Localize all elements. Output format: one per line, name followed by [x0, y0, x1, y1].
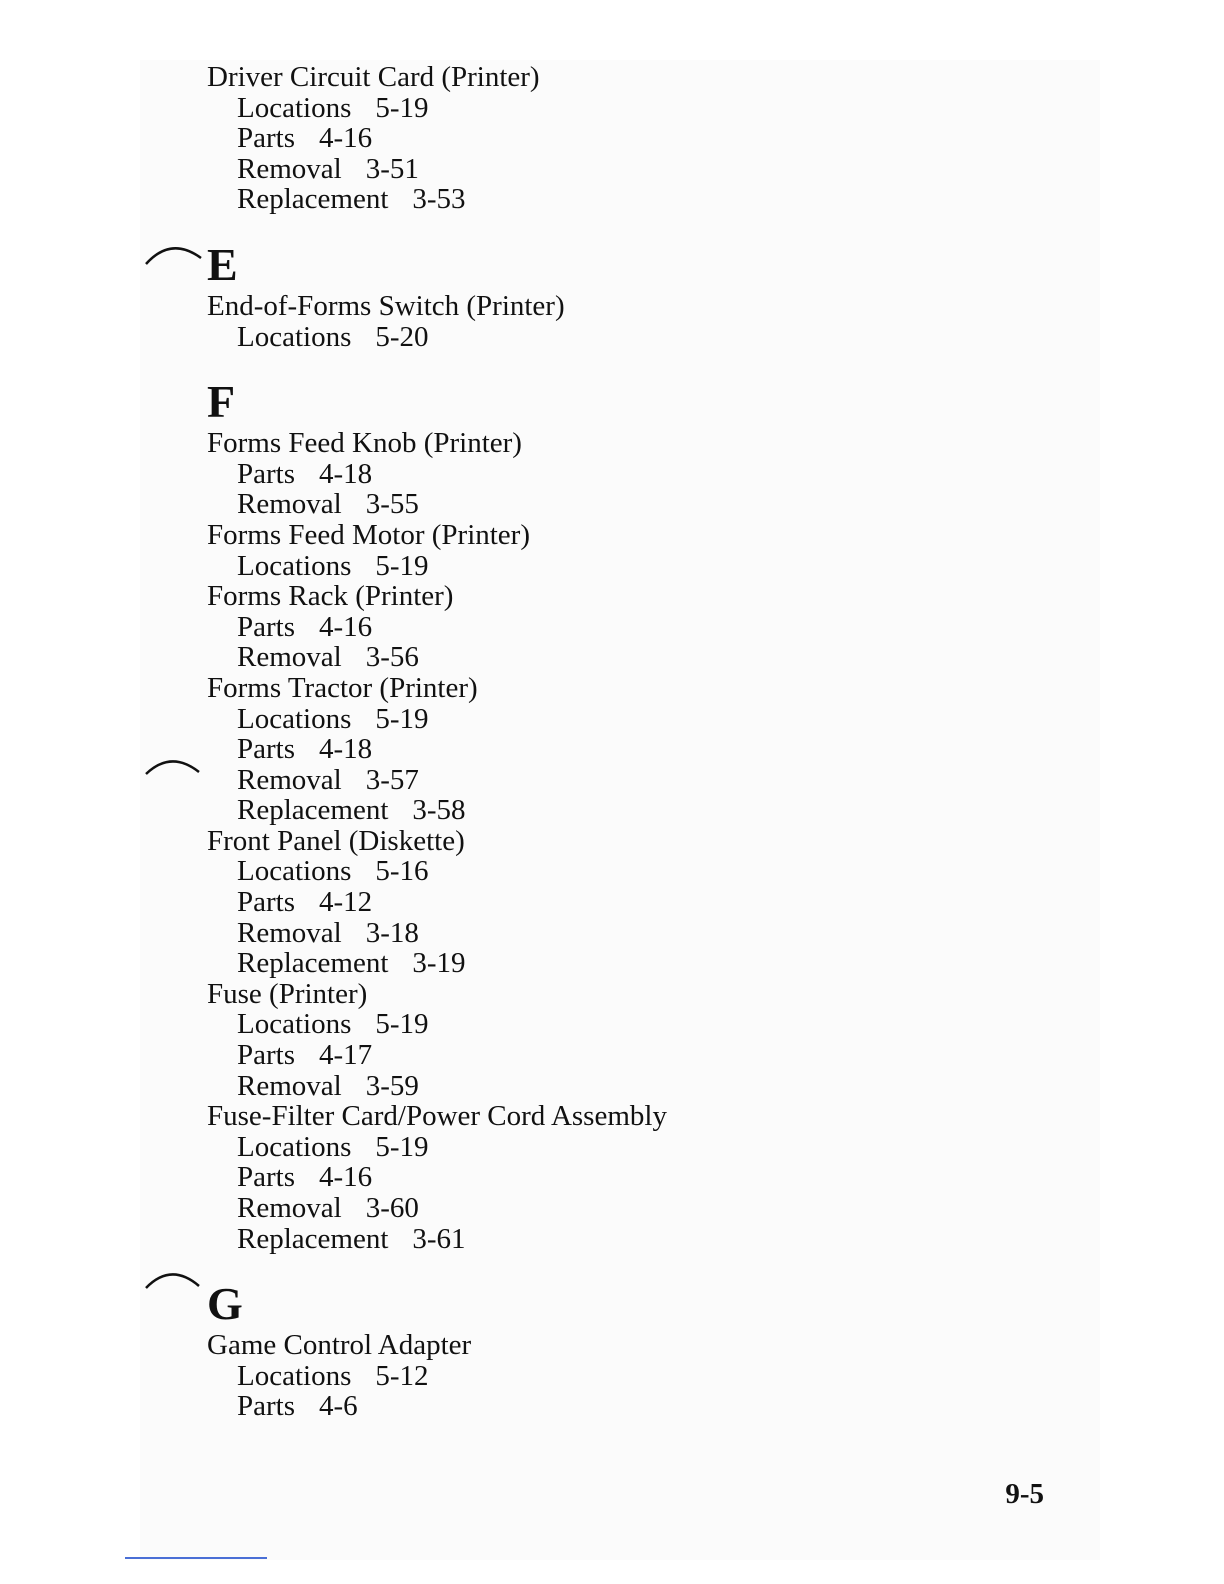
sub-entry-label: Replacement — [237, 947, 389, 980]
sub-entry-label: Locations — [237, 1130, 352, 1163]
sub-entry-page-ref: 5-20 — [375, 320, 429, 353]
sub-entry — [207, 123, 907, 154]
sub-entry — [207, 948, 907, 979]
sub-entry-label: Removal — [237, 1069, 342, 1102]
sub-entry-label: Parts — [237, 1161, 295, 1194]
sub-entry-page-ref: 3-57 — [365, 763, 419, 796]
sub-entry-page-ref: 3-18 — [365, 916, 419, 949]
entry-heading: Forms Rack (Printer) — [207, 580, 454, 613]
sub-entry-page-ref: 3-51 — [365, 152, 419, 185]
page-number: 9-5 — [1005, 1478, 1044, 1510]
sub-entry — [207, 734, 907, 765]
section-letter: E — [207, 238, 238, 290]
sub-entry-label: Removal — [237, 152, 342, 185]
sub-entry — [207, 184, 907, 215]
sub-entry — [207, 795, 907, 826]
sub-entry-label: Removal — [237, 488, 342, 521]
sub-entry-label: Locations — [237, 320, 352, 353]
sub-entry-label: Parts — [237, 1390, 295, 1423]
sub-entry-page-ref: 3-56 — [365, 641, 419, 674]
entry-heading: Front Panel (Diskette) — [207, 824, 465, 857]
section-letter: G — [207, 1278, 243, 1330]
entry-heading: Fuse (Printer) — [207, 977, 368, 1010]
sub-entry-label: Parts — [237, 886, 295, 919]
entry-heading: Forms Feed Knob (Printer) — [207, 427, 522, 460]
sub-entry — [207, 704, 907, 735]
sub-entry-label: Parts — [237, 733, 295, 766]
sub-entry-label: Locations — [237, 1008, 352, 1041]
sub-entry-label: Removal — [237, 1192, 342, 1224]
footer-rule — [125, 1557, 267, 1559]
index-entry — [207, 520, 907, 581]
index-entry — [207, 979, 907, 1101]
sub-entry — [207, 1361, 907, 1392]
index-entry — [207, 581, 907, 673]
sub-entry — [207, 93, 907, 124]
sub-entry — [207, 322, 907, 353]
sub-entry-label: Parts — [237, 1039, 295, 1072]
sub-entry-label: Locations — [237, 855, 352, 888]
sub-entry — [207, 1009, 907, 1040]
sub-entry-page-ref: 3-55 — [365, 488, 419, 521]
index-entry — [207, 673, 907, 826]
sub-entry — [207, 1193, 907, 1224]
sub-entry — [207, 154, 907, 185]
sub-entry — [207, 642, 907, 673]
sub-entry-label: Removal — [237, 641, 342, 674]
sub-entry-page-ref: 4-16 — [319, 122, 373, 155]
sub-entry-page-ref: 3-19 — [412, 947, 466, 980]
sub-entry-page-ref: 3-58 — [412, 794, 466, 827]
sub-entry-label: Parts — [237, 457, 295, 490]
binder-hole-mark — [143, 1264, 203, 1294]
sub-entry-page-ref: 3-61 — [412, 1222, 466, 1255]
sub-entry — [207, 551, 907, 582]
sub-entry — [207, 459, 907, 490]
index-entry — [207, 1330, 907, 1422]
sub-entry — [207, 887, 907, 918]
sub-entry-page-ref: 3-59 — [365, 1069, 419, 1102]
sub-entry-label: Replacement — [237, 794, 389, 827]
entry-heading: Forms Feed Motor (Printer) — [207, 518, 530, 551]
sub-entry-page-ref: 4-16 — [319, 610, 373, 643]
index-entry — [207, 428, 907, 520]
binder-hole-mark — [143, 240, 203, 270]
sub-entry-label: Replacement — [237, 1222, 389, 1255]
sub-entry-page-ref: 3-60 — [365, 1192, 419, 1224]
sub-entry-page-ref: 5-19 — [375, 1130, 429, 1163]
entry-heading: Fuse-Filter Card/Power Cord Assembly — [207, 1100, 667, 1133]
sub-entry-page-ref: 4-17 — [319, 1039, 373, 1072]
sub-entry-label: Locations — [237, 702, 352, 735]
sub-entry-page-ref: 5-19 — [375, 1008, 429, 1041]
sub-entry — [207, 489, 907, 520]
sub-entry-label: Removal — [237, 763, 342, 796]
index-entry — [207, 291, 907, 352]
sub-entry-page-ref: 4-16 — [319, 1161, 373, 1194]
entry-heading: End-of-Forms Switch (Printer) — [207, 289, 565, 322]
sub-entry — [207, 765, 907, 796]
sub-entry-page-ref: 4-18 — [319, 457, 373, 490]
sub-entry-label: Locations — [237, 549, 352, 582]
sub-entry-label: Parts — [237, 122, 295, 155]
index-entry — [207, 62, 907, 215]
sub-entry — [207, 1391, 907, 1422]
sub-entry-label: Parts — [237, 610, 295, 643]
sub-entry-page-ref: 5-16 — [375, 855, 429, 888]
sub-entry — [207, 1162, 907, 1193]
sub-entry-page-ref: 4-12 — [319, 886, 373, 919]
sub-entry-label: Locations — [237, 91, 352, 124]
entry-heading: Game Control Adapter — [207, 1329, 472, 1362]
entry-heading: Forms Tractor (Printer) — [207, 671, 478, 704]
sub-entry-label: Replacement — [237, 183, 389, 216]
section-letter: F — [207, 376, 236, 428]
sub-entry-page-ref: 5-19 — [375, 91, 429, 124]
sub-entry — [207, 1071, 907, 1102]
sub-entry-page-ref: 4-18 — [319, 733, 373, 766]
sub-entry-page-ref: 5-19 — [375, 702, 429, 735]
sub-entry — [207, 1040, 907, 1071]
binder-hole-mark — [143, 752, 203, 782]
sub-entry — [207, 612, 907, 643]
sub-entry-page-ref: 5-19 — [375, 549, 429, 582]
sub-entry — [207, 856, 907, 887]
entry-heading: Driver Circuit Card (Printer) — [207, 61, 540, 93]
sub-entry-label: Locations — [237, 1359, 352, 1392]
sub-entry-label: Removal — [237, 916, 342, 949]
sub-entry-page-ref: 4-6 — [319, 1390, 358, 1423]
sub-entry — [207, 1132, 907, 1163]
sub-entry-page-ref: 3-53 — [412, 183, 466, 216]
sub-entry — [207, 918, 907, 949]
index-entry — [207, 1101, 907, 1254]
sub-entry — [207, 1224, 907, 1255]
index-entry — [207, 826, 907, 979]
index-list — [207, 62, 907, 1422]
sub-entry-page-ref: 5-12 — [375, 1359, 429, 1392]
